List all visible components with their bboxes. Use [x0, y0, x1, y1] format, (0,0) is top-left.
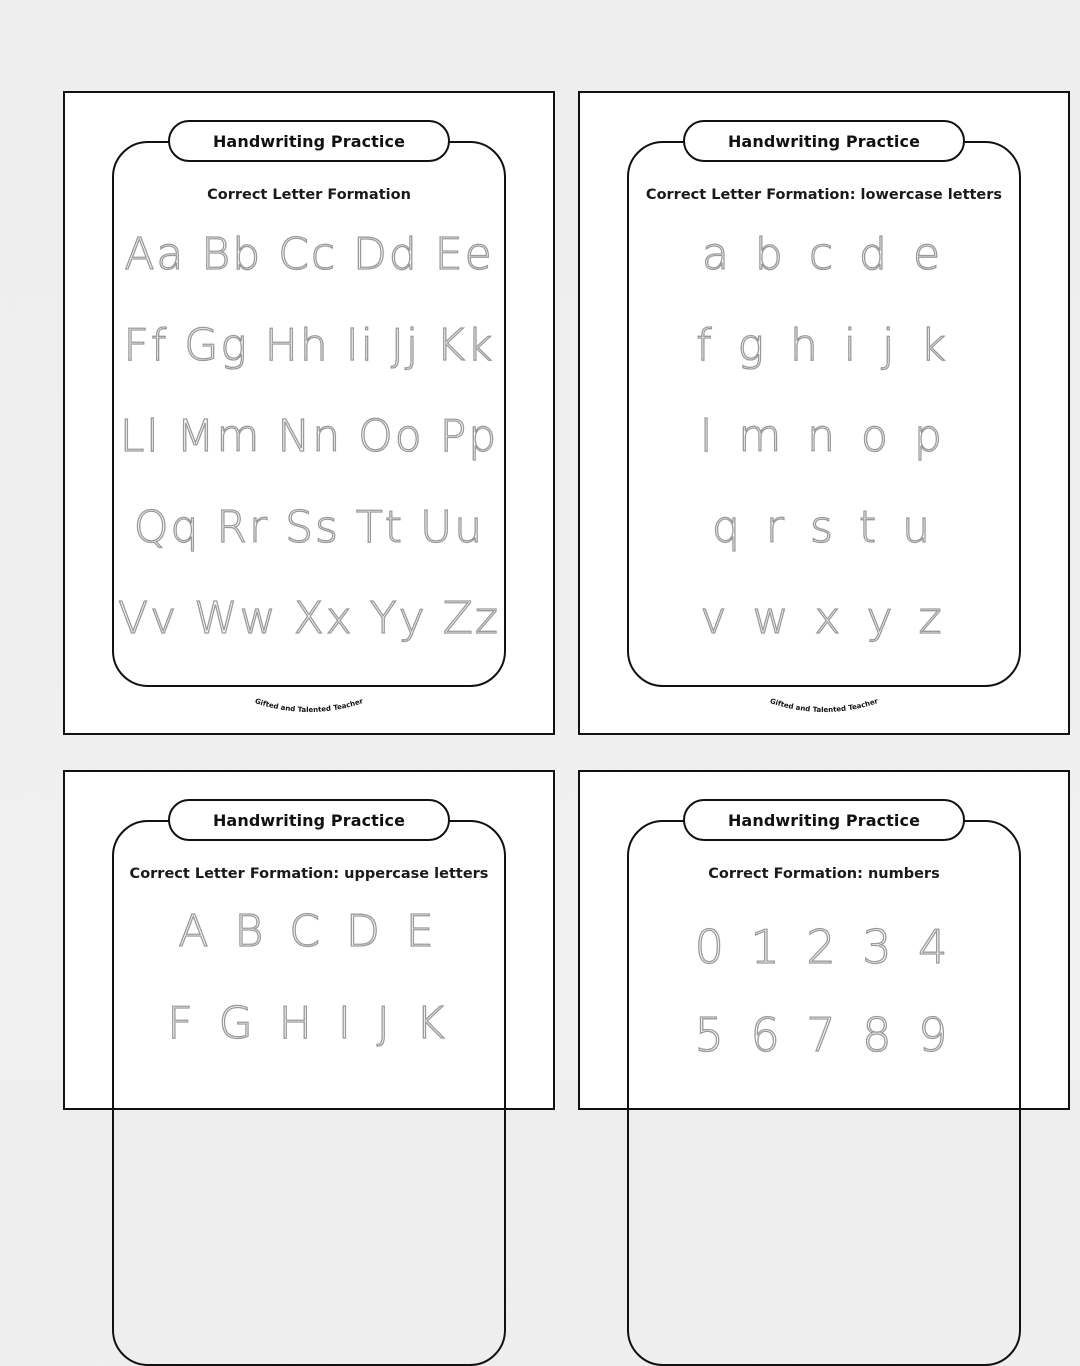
trace-row: Ll Mm Nn Oo Pp — [119, 411, 499, 462]
trace-row: Aa Bb Cc Dd Ee — [124, 229, 494, 280]
worksheet-title: Handwriting Practice — [168, 799, 450, 841]
worksheet-numbers — [578, 770, 1070, 1110]
worksheet-uppercase — [63, 770, 555, 1110]
trace-row: f g h i j k — [696, 320, 952, 371]
trace-row: Ff Gg Hh Ii Jj Kk — [123, 320, 495, 371]
trace-row: v w x y z — [700, 593, 948, 644]
footer-text: Gifted and Talented Teacher — [768, 697, 880, 715]
trace-row: F G H I J K — [167, 998, 451, 1049]
worksheet-subtitle: Correct Formation: numbers — [708, 866, 940, 882]
worksheet-title: Handwriting Practice — [683, 120, 965, 162]
svg-text:Gifted and Talented Teacher — [254, 697, 365, 714]
content-frame — [112, 820, 506, 1366]
worksheet-lowercase — [578, 91, 1070, 735]
content-frame — [627, 820, 1021, 1366]
worksheet-mixed-case — [63, 91, 555, 735]
gifted-talented-teacher-logo — [65, 693, 553, 723]
trace-row: a b c d e — [701, 229, 947, 280]
trace-row: 5 6 7 8 9 — [694, 1008, 954, 1062]
footer-text: Gifted and Talented Teacher — [253, 697, 365, 715]
trace-row: Vv Ww Xx Yy Zz — [118, 593, 500, 644]
trace-row: l m n o p — [700, 411, 948, 462]
worksheet-title: Handwriting Practice — [168, 120, 450, 162]
trace-row: q r s t u — [711, 502, 937, 553]
worksheet-title: Handwriting Practice — [683, 799, 965, 841]
worksheet-subtitle: Correct Letter Formation — [207, 187, 411, 203]
gifted-talented-teacher-logo — [580, 693, 1068, 723]
trace-row: 0 1 2 3 4 — [694, 920, 954, 974]
worksheet-subtitle: Correct Letter Formation: lowercase letters — [645, 187, 1003, 203]
trace-row: A B C D E — [178, 906, 440, 957]
worksheet-subtitle: Correct Letter Formation: uppercase letters — [129, 866, 489, 882]
svg-text:Gifted and Talented Teacher — [769, 697, 880, 714]
trace-row: Qq Rr Ss Tt Uu — [133, 502, 485, 553]
